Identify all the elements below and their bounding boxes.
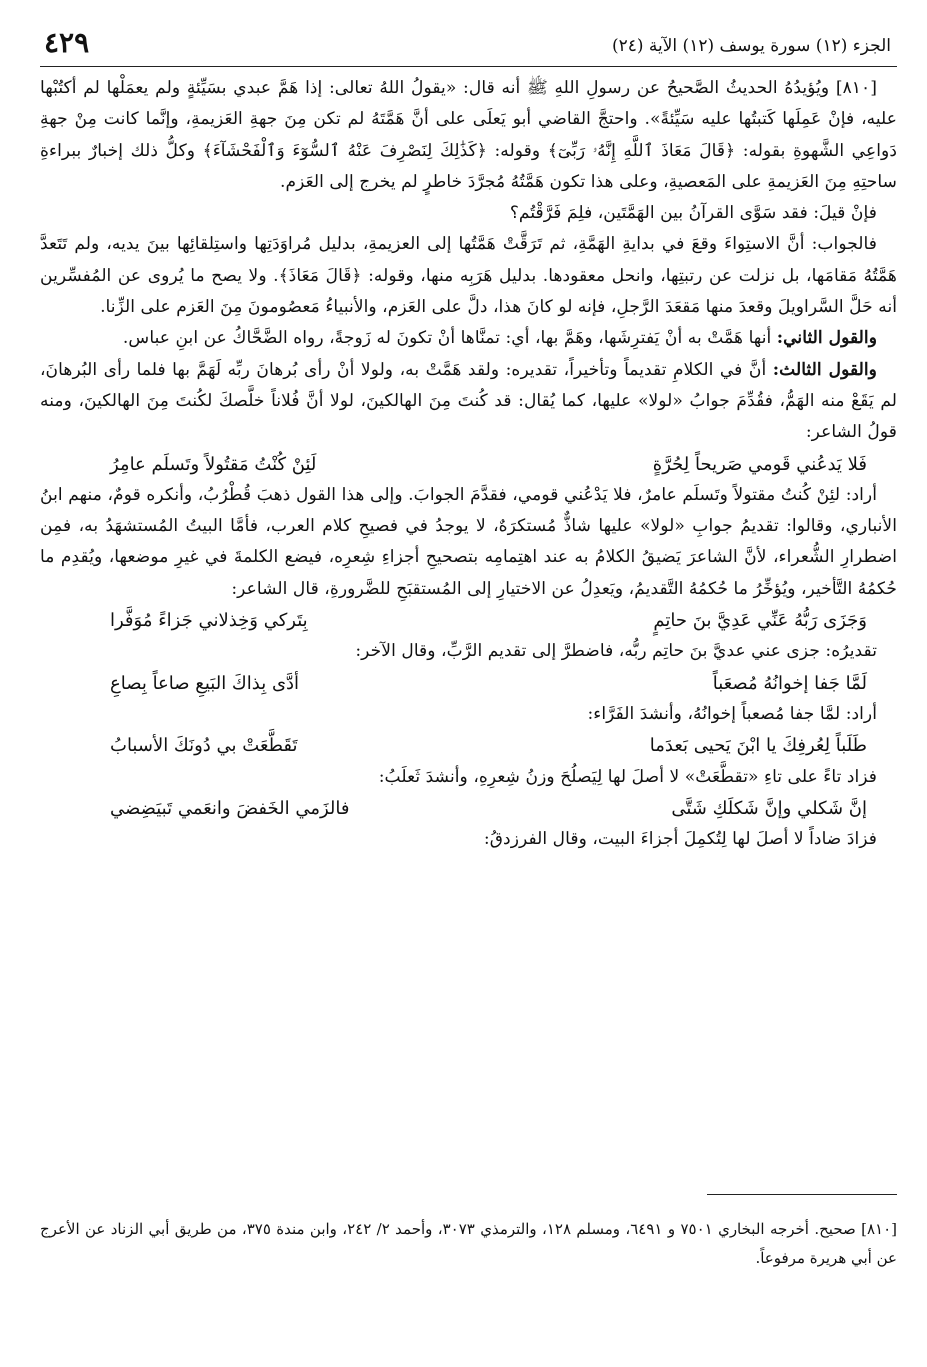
verse-second-hemistich: بِتَركي وَخِذلاني جَزاءً مُوَفَّرا — [110, 610, 308, 632]
objection-paragraph: فإنْ قيلَ: فقد سَوَّى القرآنُ بين الهَمَّتَين، فلِمَ فَرَّقْتُم؟ — [509, 203, 877, 224]
verse-second-hemistich: أدَّى بِذاكَ البَيعِ صاعاً بِصاعِ — [110, 672, 300, 694]
main-text — [40, 73, 897, 855]
poem-verse — [40, 605, 897, 636]
explanation-paragraph: فزادَ ضاداً لا أصلَ لها لِتُكمِلَ أجزاءَ البيت، وقال الفرزدقُ: — [483, 829, 877, 850]
second-opinion-text: أنها هَمَّتْ به أنْ يَفترِشَها، وهَمَّ بها، أي: تمنَّاها أنْ تكونَ له زَوجةً، رواه الضَّحَّاكُ عن ابنِ عباس. — [122, 328, 777, 349]
book-page — [40, 22, 897, 1347]
verse-second-hemistich: لَئِنْ كُنْتُ مَقتُولاً وتَسلَم عامِرُ — [110, 453, 317, 475]
header-rule — [40, 66, 897, 67]
second-opinion-label: والقول الثاني: — [776, 328, 877, 349]
third-opinion-paragraph — [40, 355, 897, 449]
running-title: الجزء (١٢) سورة يوسف (١٢) الآية (٢٤) — [611, 36, 891, 56]
poem-verse — [40, 730, 897, 761]
page-number: ٤٢٩ — [44, 26, 90, 59]
second-opinion-paragraph — [40, 323, 897, 354]
verse-first-hemistich: لَمَّا جَفا إخوانُهُ مُصعَباً — [712, 672, 867, 694]
page-header — [40, 22, 897, 64]
poem-verse — [40, 668, 897, 699]
poem-verse — [40, 793, 897, 824]
explanation-paragraph: أراد: لئِنْ كُنتُ مقتولاً وتَسلَم عامرٌ، فلا يَدْعُني قومي، فقدَّمَ الجوابَ. وإلى هذا القول ذهبَ قُطْرُبُ، وأنكره قومٌ، منهم ابنُ الأنباري، وقالوا: تقديمُ جوابِ «لولا» عليها شاذٌّ مُستكرَهٌ، لا يوجدُ في فصيحِ كلام العرب، فأمَّا البيتُ المُستشهَدُ به، فمِن اضطرارِ الشُّعراء، لأنَّ الشاعرَ يَضيقُ الكلامُ به عند اهتِمامِه بتصحيحِ أجزاءِ شِعرِه، فيضع الكلمةَ في غيرِ موضعها، ويُقدِم ما حُكمُهُ التَّأخير، ويُؤخِّرُ ما حُكمُهُ التَّقديمُ، ويَعدِلُ عن الاختيارِ إلى المُستقبَحِ للضَّرورةِ، قال الشاعر: — [40, 484, 897, 599]
explanation-paragraph: تقديرُه: جزى عني عديَّ بنَ حاتِم ربُّه، فاضطرَّ إلى تقديم الرَّبِّ، وقال الآخر: — [355, 641, 877, 662]
verse-first-hemistich: طَلَباً لِعُرفِكَ يا ابْنَ يَحيى بَعدَما — [649, 735, 867, 757]
verse-second-hemistich: تَقَطَّعَتْ بي دُونَكَ الأسبابُ — [110, 735, 298, 757]
footnote-text: [٨١٠] صحيح. أخرجه البخاري ٧٥٠١ و ٦٤٩١، ومسلم ١٢٨، والترمذي ٣٠٧٣، وأحمد ٢/ ٢٤٢، وابن مندة ٣٧٥، من طريق أبي الزناد عن الأعرج عن أبي هريرة مرفوعاً. — [40, 1220, 897, 1267]
verse-first-hemistich: فَلا يَدعُني قَومي صَريحاً لِحُرَّةٍ — [652, 453, 867, 475]
verse-first-hemistich: وَجَزَى رَبُّهُ عَنِّي عَدِيَّ بنَ حاتِمٍ — [653, 610, 867, 632]
explanation-paragraph: أراد: لمَّا جفا مُصعباً إخوانُهُ، وأنشدَ الفَرَّاء: — [587, 703, 877, 724]
poem-verse — [40, 449, 897, 480]
paragraph-810: [٨١٠] ويُؤيدُهُ الحديثُ الصَّحيحُ عن رسولِ اللهِ ﷺ أنه قال: «يقولُ اللهُ تعالى: إذا هَمَّ عبدي بسَيِّئةٍ ولم يعمَلْها لم أكتُبْها عليه، فإنْ عَمِلَها كَتبتُها عليه سَيِّئةً». واحتجَّ القاضي أبو يَعلَى على أنَّ هَمَّتَهُ لم تكن مِنَ جهةِ العَزيمةِ، وإنَّما كانت مِنْ جهةِ دَواعِي الشَّهوةِ بقوله: ﴿قَالَ مَعَاذَ ٱللَّهِ إِنَّهُۥ رَبِّىٓ﴾ وقوله: ﴿كَذَٰلِكَ لِنَصْرِفَ عَنْهُ ٱلسُّوٓءَ وَٱلْفَحْشَآءَ﴾ وكلُّ ذلك إخبارٌ ببراءةِ ساحتِهِ مِنَ العَزيمةِ على المَعصيةِ، وعلى هذا تكون هَمَّتُهُ مُجرَّدَ خاطرٍ لم يخرج إلى العَزم. — [40, 78, 897, 192]
third-opinion-text: أنَّ في الكلامِ تقديماً وتأخيراً، تقديره: ولقد هَمَّتْ به، ولولا أنْ رأى بُرهانَ ربِّه لَهَمَّ بها فلما رأى البُرهانَ، لم يَقَعْ منه الهَمُّ، فقُدِّمَ جوابُ «لولا» عليها، كما يُقال: قد كُنتَ مِنَ الهالكينَ، لولا أنَّ فُلاناً خلَّصكَ لكُنتَ مِنَ الهالكينَ، ومنه قولُ الشاعر: — [40, 359, 897, 443]
verse-second-hemistich: فالزَمي الخَفضَ وانعَمي تَبيَضِضي — [110, 797, 350, 819]
verse-first-hemistich: إنَّ شَكلي وإنَّ شَكلَكِ شَتَّى — [671, 797, 867, 819]
explanation-paragraph: فزاد تاءً على تاءِ «تقطَّعَتْ» لا أصلَ لها لِيَصلُحَ وزنُ شِعرِهِ، وأنشدَ ثَعلَبُ: — [378, 766, 877, 787]
third-opinion-label: والقول الثالث: — [772, 359, 877, 380]
footnote — [40, 1215, 897, 1273]
answer-paragraph: فالجواب: أنَّ الاستِواءَ وقعَ في بدايةِ الهَمَّةِ، ثم تَرَقَّتْ هَمَّتُها إلى العزيمةِ، بدليل مُراوَدَتِها واستِلقائِها بينَ يديه، ولم تَتَعدَّ هَمَّتُهُ مَقامَها، بل نزلت عن رتبتِها، وانحل معقودها. بدليل هَرَبِه منها، وقوله: ﴿قَالَ مَعَاذَ﴾. ولا يصح ما يُروى عن المُفسِّرين أنه حَلَّ السَّراويلَ وقعدَ منها مَقعَدَ الرَّجلِ، فإنه لو كانَ هذا، دلَّ على العَزم، والأنبياءُ مَعصُومونَ مِنَ العَزم على الزِّنا. — [40, 234, 897, 318]
footnote-separator — [707, 1194, 897, 1195]
